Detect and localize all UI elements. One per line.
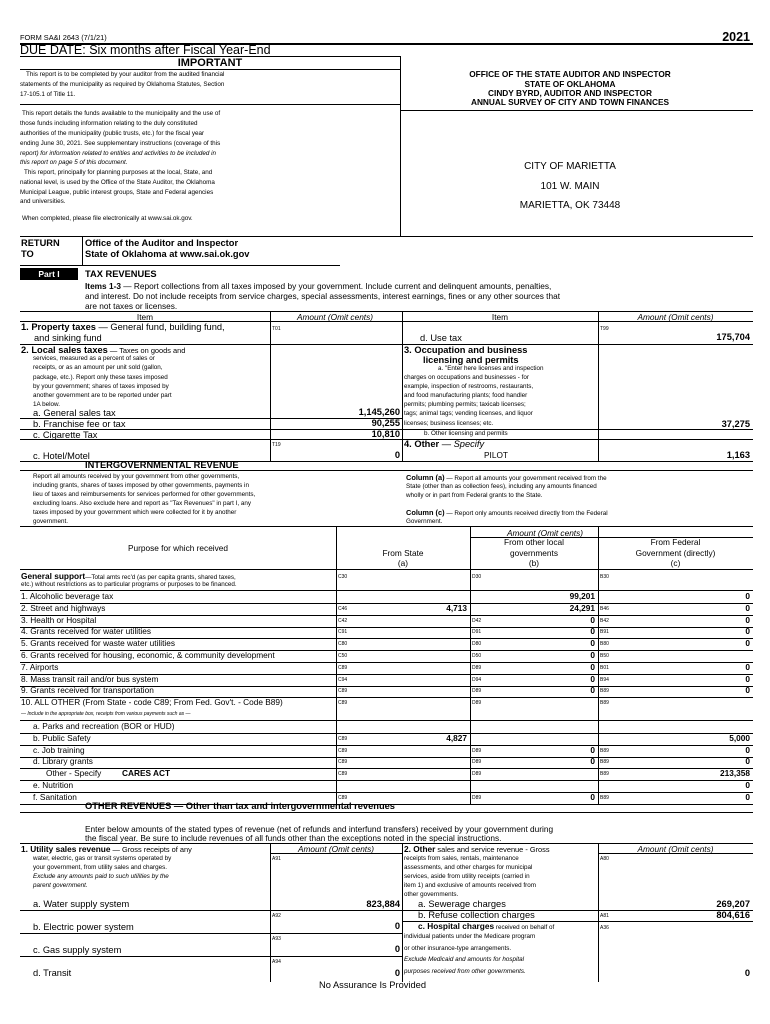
value-federal: 0 (745, 591, 750, 601)
amount-header: Amount (Omit cents) (506, 528, 584, 538)
col-c-lead: Column (c) (406, 508, 445, 517)
value-local: 0 (590, 626, 595, 636)
intro-line: This report is to be completed by your auditor from the audited financial (26, 71, 225, 78)
code: B50 (600, 653, 609, 659)
intergov-row-label: 8. Mass transit rail and/or bus system (21, 674, 159, 684)
franchise-value: 90,255 (371, 418, 400, 428)
details-line: national level, is used by the Office of the State Auditor, the Oklahoma (20, 179, 215, 186)
code: C89 (338, 688, 348, 694)
intergov-line: Report all amounts received by your government from other governments, (33, 473, 240, 480)
intergov-row-label: 6. Grants received for housing, economic, & community development (21, 650, 275, 660)
code: C89 (338, 771, 348, 777)
col-b-header: From other local (504, 537, 564, 547)
col-header-item: Item (491, 312, 509, 322)
value-state: 4,713 (446, 603, 467, 613)
return-label: RETURN (21, 238, 60, 248)
intergov-subrow-label: b. Public Safety (33, 733, 91, 743)
property-taxes-label (21, 323, 225, 332)
intergov-row-label: 2. Street and highways (21, 603, 106, 613)
utility-line: parent government. (33, 882, 88, 889)
intergov-subrow-label: f. Sanitation (33, 792, 77, 802)
local-sales-title: 2. Local sales taxes (21, 345, 108, 355)
value-federal: 0 (745, 685, 750, 695)
hospital-title: c. Hospital charges (418, 921, 495, 931)
details-line: This report details the funds available to the municipality and the use of (22, 110, 221, 117)
utility-title: 1. Utility sales revenue (21, 844, 111, 854)
occupation-line: example, inspection of restrooms, restaurants, (404, 383, 534, 390)
intergov-row-label: 7. Airports (21, 662, 59, 672)
value-local: 0 (590, 756, 595, 766)
code: A93 (272, 936, 281, 942)
form-id: FORM SA&I 2643 (7/1/21) (20, 33, 107, 42)
col-a-note-line: wholly or in part from Federal grants to the State. (406, 492, 543, 499)
other-tax-label (404, 440, 484, 449)
occupation-line: permits; plumbing permits; taxicab licenses; (404, 401, 526, 408)
rule (20, 757, 753, 758)
value-local: 0 (590, 662, 595, 672)
hospital-line: individual patients under the Medicare program (404, 933, 536, 940)
gas-label: c. Gas supply system (33, 945, 122, 955)
general-support-title: General support (21, 571, 86, 581)
rule (20, 236, 753, 237)
code: B46 (600, 606, 609, 612)
col-a-sub: (a) (397, 558, 409, 568)
value-local: 0 (590, 650, 595, 660)
local-sales-line: package, etc.). Report only these taxes imposed (33, 374, 168, 381)
important-heading: IMPORTANT (177, 57, 243, 69)
hospital-value: 0 (744, 968, 750, 978)
value-federal: 0 (745, 792, 750, 802)
rule (20, 745, 753, 746)
intro-line: statements of the municipality as required by Oklahoma Statutes, Section (20, 81, 225, 88)
general-support-desc: —Total amts rec'd (as per capita grants, shared taxes, (85, 574, 236, 581)
city-state-zip: MARIETTA, OK 73448 (519, 200, 621, 211)
value-federal: 5,000 (729, 733, 750, 743)
general-support-label (21, 572, 236, 581)
intergov-title: INTERGOVERNMENTAL REVENUE (85, 460, 239, 470)
local-sales-line: receipts, or as an amount per unit sold (gallon, (33, 364, 163, 371)
value-local: 99,201 (569, 591, 595, 601)
code: D42 (472, 618, 482, 624)
intergov-line: taxes imposed by your government which were collected for it by another (33, 509, 237, 516)
use-tax-code: T99 (600, 326, 609, 332)
col-c-note (406, 509, 608, 517)
use-tax-value: 175,704 (716, 332, 750, 342)
col-a-text: — Report all amounts your government received from the (444, 475, 607, 482)
local-sales-line: another government are to be reported under part (33, 392, 172, 399)
rule (20, 526, 753, 527)
details-line: report) for information related to entities and activities to be included in (20, 150, 217, 157)
hospital-label (418, 922, 554, 931)
intergov-subrow-spec: CARES ACT (122, 768, 171, 778)
rule (20, 569, 753, 570)
part-label: Part I (20, 268, 78, 280)
occupation-line: and food manufacturing plants; food handler (404, 392, 528, 399)
intergov-row-label: 3. Health or Hospital (21, 615, 97, 625)
intergov-row-label: 1. Alcoholic beverage tax (21, 591, 114, 601)
col-c-header: Government (directly) (635, 548, 716, 558)
rule (20, 439, 402, 440)
value-federal: 0 (745, 745, 750, 755)
office-line: OFFICE OF THE STATE AUDITOR AND INSPECTOR (469, 69, 671, 79)
other-revenues-intro: Enter below amounts of the stated types of revenue (net of refunds and interfund transfers) received by your government during (85, 824, 554, 834)
rule (598, 853, 753, 854)
details-line: those funds including information relating to the duly constituted (20, 120, 198, 127)
rule (20, 104, 400, 105)
intergov-row-label: 9. Grants received for transportation (21, 685, 154, 695)
code: B89 (600, 688, 609, 694)
code: D50 (472, 653, 482, 659)
code: C91 (338, 629, 348, 635)
other-tax-value: 1,163 (726, 450, 750, 460)
occupation-label: 3. Occupation and business (404, 345, 528, 355)
value-local: 0 (590, 674, 595, 684)
col-b-header: governments (510, 548, 558, 558)
code: B42 (600, 618, 609, 624)
code: D89 (472, 700, 482, 706)
col-c-sub: (c) (670, 558, 681, 568)
value-local: 0 (590, 792, 595, 802)
code: C89 (338, 795, 348, 801)
details-line: This report, principally for planning purposes at the local, State, and (24, 169, 213, 176)
code: C89 (338, 759, 348, 765)
general-support-line2: etc.) without restrictions as to particular programs or purposes to be financed. (21, 581, 237, 588)
value-federal: 0 (745, 756, 750, 766)
value-local: 0 (590, 615, 595, 625)
intergov-subrow-label: Other - Specify (46, 768, 102, 778)
code: C50 (338, 653, 348, 659)
code: C80 (338, 641, 348, 647)
code: A92 (272, 913, 281, 919)
code: C89 (338, 665, 348, 671)
other-sales-line: item 1) and exclusive of amounts received from (404, 882, 536, 889)
code: B89 (600, 748, 609, 754)
other-sales-line: other governments. (404, 891, 459, 898)
local-sales-line: 1A below. (33, 401, 60, 408)
return-address: State of Oklahoma at www.sai.ok.gov (85, 249, 250, 259)
code: B91 (600, 629, 609, 635)
other-tax-title: 4. Other (404, 439, 440, 449)
code: B89 (600, 700, 609, 706)
code: D94 (472, 677, 482, 683)
value-local: 0 (590, 745, 595, 755)
property-taxes-title: 1. Property taxes (21, 322, 96, 332)
items-instruction (85, 282, 551, 290)
intergov-line: excluding loans. Also exclude here and report as "Tax Revenues" in part I, any (33, 500, 251, 507)
sewer-label: a. Sewerage charges (418, 899, 506, 909)
rule (20, 792, 753, 793)
return-address: Office of the Auditor and Inspector (85, 238, 239, 248)
hotel-value: 0 (394, 450, 400, 460)
code: B89 (600, 795, 609, 801)
other-tax-specify: — Specify (439, 439, 485, 449)
office-line: CINDY BYRD, AUDITOR AND INSPECTOR (488, 88, 652, 98)
utility-line: Exclude any amounts paid to such utilities by the (33, 873, 169, 880)
code: C89 (338, 748, 348, 754)
local-sales-desc: — Taxes on goods and (107, 346, 186, 355)
hospital-line: Exclude Medicaid and amounts for hospital (404, 956, 525, 963)
items-instruction: and interest. Do not include receipts from service charges, special assessments, interest earnings, fines or any other sources that (85, 291, 560, 301)
intergov-subrow-label: d. Library grants (33, 756, 93, 766)
form-year: 2021 (722, 30, 750, 44)
hotel-label: c. Hotel/Motel (33, 451, 90, 461)
col-c-text: — Report only amounts received directly from the Federal (444, 510, 608, 517)
col-a-header: From State (382, 548, 424, 558)
rule (20, 910, 402, 911)
code: B94 (600, 677, 609, 683)
code: D30 (472, 574, 482, 580)
rule (470, 526, 471, 804)
value-local: 0 (590, 685, 595, 695)
file-note: When completed, please file electronically at www.sai.ok.gov. (22, 215, 193, 222)
refuse-value: 804,616 (716, 910, 750, 920)
occupation-a: a. "Enter here licenses and inspection (438, 365, 544, 372)
value-federal: 0 (745, 638, 750, 648)
rule (270, 853, 402, 854)
intergov-line: including grants, shares of taxes imposed by other governments, payments in (33, 482, 249, 489)
all-other-label: 10. ALL OTHER (From State - code C89; From Fed. Gov't. - Code B89) (21, 697, 283, 707)
value-federal: 0 (745, 662, 750, 672)
hotel-code: T19 (272, 442, 281, 448)
code: B89 (600, 771, 609, 777)
amount-header: Amount (Omit cents) (297, 844, 375, 854)
general-sales-value: 1,145,260 (358, 407, 400, 417)
occupation-value: 37,275 (721, 419, 750, 429)
code: C89 (338, 700, 348, 706)
rule (20, 933, 402, 934)
intergov-subrow-label: e. Nutrition (33, 780, 74, 790)
code: C46 (338, 606, 348, 612)
value-local: 0 (590, 638, 595, 648)
local-sales-line: by your government; shares of taxes imposed by (33, 383, 169, 390)
occupation-label2: licensing and permits (423, 355, 519, 365)
code: B01 (600, 665, 609, 671)
items-text: — Report collections from all taxes imposed by your government. Include current and delinquent amounts, penalties, (120, 281, 552, 291)
col-a-lead: Column (a) (406, 473, 445, 482)
use-tax-label: d. Use tax (420, 333, 462, 343)
rule (20, 470, 753, 471)
code: D89 (472, 795, 482, 801)
utility-desc: — Gross receipts of any (110, 845, 192, 854)
value-federal: 0 (745, 603, 750, 613)
code: C42 (338, 618, 348, 624)
col-header-amount: Amount (Omit cents) (637, 312, 714, 322)
rule (20, 590, 753, 591)
sewer-value: 269,207 (716, 899, 750, 909)
code: A94 (272, 959, 281, 965)
rule (82, 236, 83, 266)
value-federal: 0 (745, 674, 750, 684)
code: D89 (472, 688, 482, 694)
transit-label: d. Transit (33, 968, 72, 978)
part-title: TAX REVENUES (85, 269, 157, 279)
utility-line: your government, from utility sales and charges. (33, 864, 168, 871)
hospital-line: purposes received from other governments. (404, 968, 526, 975)
details-line: ending June 30, 2021. See supplementary instructions (coverage of this (20, 140, 221, 147)
other-sales-line: services, aside from utility receipts (carried in (404, 873, 530, 880)
cigarette-value: 10,810 (371, 429, 400, 439)
code: A36 (600, 925, 609, 931)
other-revenues-title: OTHER REVENUES — Other than tax and intergovernmental revenues (85, 801, 395, 811)
rule (336, 526, 337, 804)
local-sales-line: services, measured as a percent of sales or (33, 355, 155, 362)
col-header-amount: Amount (Omit cents) (296, 312, 374, 322)
other-sales-line: receipts from sales, rentals, maintenance (404, 855, 519, 862)
other-sales-label (404, 845, 550, 853)
code: D89 (472, 665, 482, 671)
value-federal: 0 (745, 780, 750, 790)
electric-label: b. Electric power system (33, 922, 134, 932)
property-taxes-line2: and sinking fund (34, 333, 102, 343)
general-sales-label: a. General sales tax (33, 408, 116, 418)
local-sales-label (21, 346, 185, 355)
value-local: 24,291 (569, 603, 595, 613)
property-code: T01 (272, 326, 281, 332)
occupation-line: tags; animal tags; vending licenses, and liquor (404, 410, 533, 417)
water-label: a. Water supply system (33, 899, 130, 909)
code: D91 (472, 629, 482, 635)
office-line: STATE OF OKLAHOMA (524, 79, 616, 89)
rule (20, 615, 753, 616)
intergov-line: government. (33, 518, 69, 525)
rule (402, 843, 403, 982)
rule (20, 265, 340, 266)
occupation-line: licenses; business licenses; etc. (404, 420, 494, 427)
amount-header: Amount (Omit cents) (637, 844, 714, 854)
value-federal: 0 (745, 615, 750, 625)
code: C94 (338, 677, 348, 683)
items-lead: Items 1-3 (85, 281, 121, 291)
col-a-note-line: State (other than as collection fees), including any amounts financed (406, 483, 597, 490)
code: B80 (600, 641, 609, 647)
transit-value: 0 (394, 968, 400, 978)
code: D89 (472, 748, 482, 754)
other-sales-desc: sales and service revenue - Gross (435, 845, 550, 854)
col-c-note-line: Government. (406, 518, 443, 525)
col-b-sub: (b) (528, 558, 540, 568)
other-sales-title: 2. Other (404, 844, 436, 854)
code: A80 (600, 856, 609, 862)
intergov-subrow-label: a. Parks and recreation (BOR or HUD) (33, 721, 175, 731)
office-line: ANNUAL SURVEY OF CITY AND TOWN FINANCES (470, 97, 670, 107)
rule (20, 69, 400, 70)
code: D80 (472, 641, 482, 647)
intergov-row-label: 4. Grants received for water utilities (21, 626, 152, 636)
code: A91 (272, 856, 281, 862)
occupation-line: charges on occupations and businesses - for (404, 374, 529, 381)
code: C30 (338, 574, 348, 580)
intro-line: 17-105.1 of Title 11. (20, 91, 76, 98)
rule (270, 843, 271, 982)
city-address: 101 W. MAIN (540, 181, 600, 192)
electric-value: 0 (394, 921, 400, 931)
include-note: — Include in the appropriate box, receipts from various payments such as — (21, 711, 191, 717)
intergov-line: lieu of taxes and reimbursements for services performed for other governments, (33, 491, 256, 498)
col-a-note (406, 474, 607, 482)
details-line: and universities. (20, 198, 66, 205)
gas-value: 0 (394, 944, 400, 954)
utility-label (21, 845, 192, 853)
rule (20, 662, 753, 663)
code: B30 (600, 574, 609, 580)
cigarette-label: c. Cigarette Tax (33, 430, 98, 440)
details-line: authorities of the municipality (public trusts, etc.) for the fiscal year (20, 130, 205, 137)
rule (20, 812, 753, 813)
property-taxes-desc: — General fund, building fund, (95, 322, 225, 332)
rule (598, 526, 599, 804)
rule (400, 110, 753, 111)
items-instruction: are not taxes or licenses. (85, 301, 178, 311)
other-sales-line: assessments, and other charges for municipal (404, 864, 533, 871)
details-line: Municipal League, public interest groups, State and Federal agencies (20, 189, 214, 196)
value-federal: 213,358 (720, 768, 750, 778)
col-header-item: Item (136, 312, 154, 322)
water-value: 823,884 (366, 899, 400, 909)
code: D89 (472, 771, 482, 777)
occupation-b: b. Other licensing and permits (424, 430, 508, 437)
other-revenues-intro: the fiscal year. Be sure to include revenues of all funds other than the exceptions noted in the special instructions. (85, 833, 502, 843)
code: C89 (338, 736, 348, 742)
rule (20, 780, 753, 781)
purpose-header: Purpose for which received (127, 543, 229, 553)
rule (598, 843, 599, 982)
due-date: DUE DATE: Six months after Fiscal Year-End (20, 43, 271, 57)
value-state: 4,827 (446, 733, 467, 743)
refuse-label: b. Refuse collection charges (418, 910, 535, 920)
other-tax-name: PILOT (484, 450, 508, 460)
code: A81 (600, 913, 609, 919)
intergov-row-label: 5. Grants received for waste water utilities (21, 638, 176, 648)
franchise-label: b. Franchise fee or tax (33, 419, 126, 429)
value-federal: 0 (745, 626, 750, 636)
hospital-line: or other insurance-type arrangements. (404, 945, 512, 952)
code: B89 (600, 759, 609, 765)
rule (20, 956, 402, 957)
city-name: CITY OF MARIETTA (524, 161, 616, 172)
intergov-subrow-label: c. Job training (33, 745, 85, 755)
details-line: this report on page 5 of this document. (20, 159, 128, 166)
col-c-header: From Federal (650, 537, 701, 547)
footer-note: No Assurance Is Provided (319, 980, 426, 990)
utility-line: water, electric, gas or transit systems operated by (33, 855, 172, 862)
return-label: TO (21, 249, 34, 259)
code: D89 (472, 759, 482, 765)
hospital-desc: received on behalf of (494, 924, 555, 931)
